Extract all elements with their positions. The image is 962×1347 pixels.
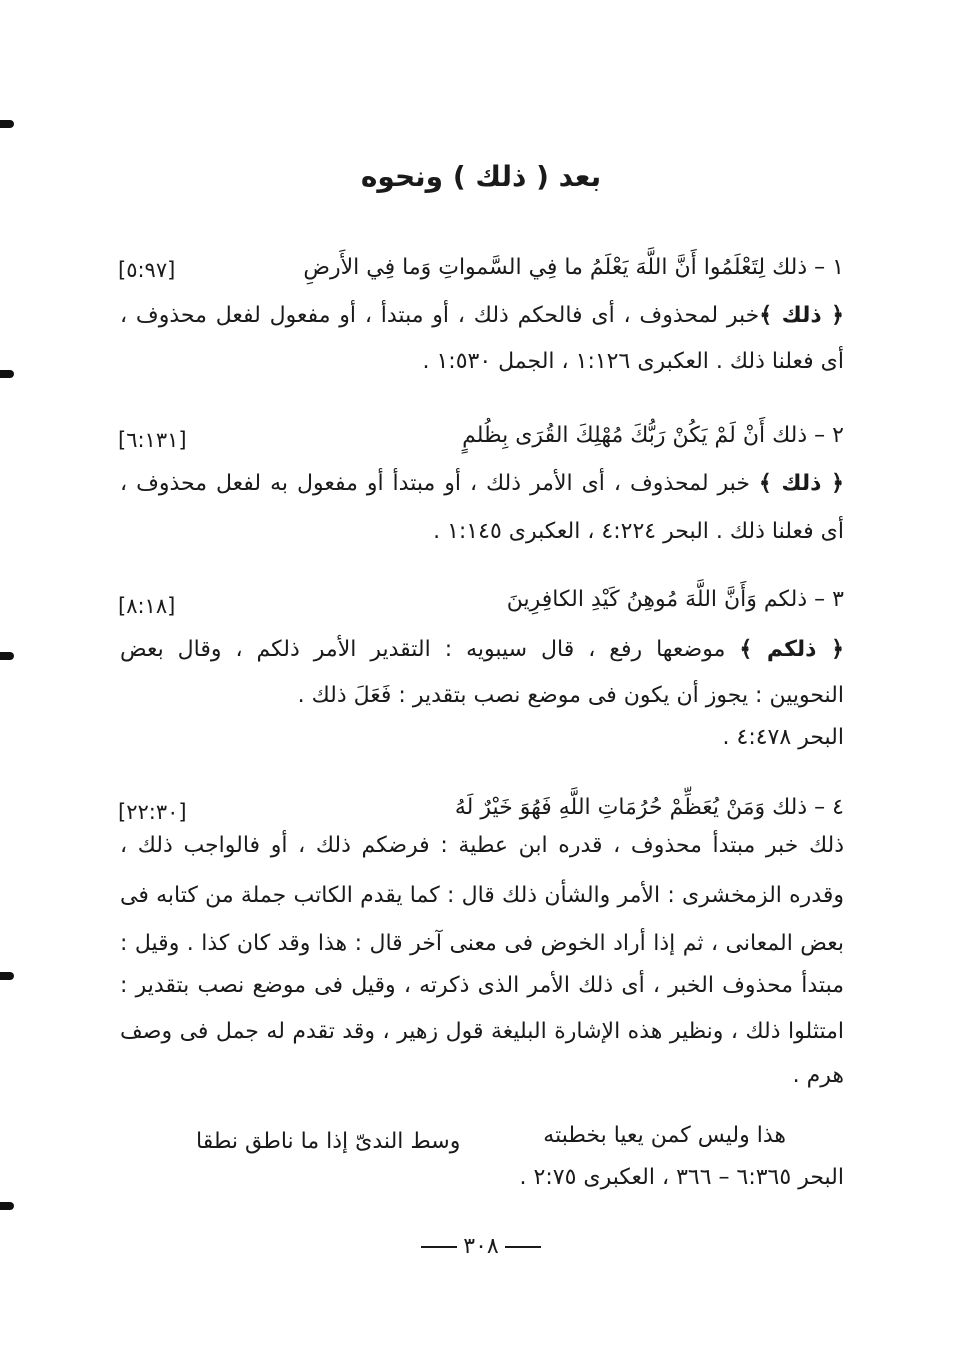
margin-mark bbox=[0, 652, 14, 660]
poem-second-hemistich: وسط الندىّ إذا ما ناطق نطقا bbox=[196, 1129, 461, 1154]
headword: ﴿ ذلك ﴾ bbox=[759, 303, 844, 328]
verse-ref-2: [٦:١٣١] bbox=[118, 428, 187, 452]
commentary-4-line-1: ذلك خبر مبتدأ محذوف ، قدره ابن عطية : فرضكم ذلك ، أو فالواجب ذلك ، bbox=[120, 833, 844, 858]
final-reference-line: البحر ٦:٣٦٥ – ٣٦٦ ، العكبرى ٢:٧٥ . bbox=[519, 1165, 844, 1190]
page-number-text: ٣٠٨ bbox=[463, 1234, 499, 1259]
commentary-2-line-1: ﴿ ذلك ﴾ خبر لمحذوف ، أى الأمر ذلك ، أو مبتدأ أو مفعول به لفعل محذوف ، bbox=[120, 471, 844, 496]
headword: ﴿ ذلك ﴾ bbox=[758, 471, 844, 496]
poem-first-hemistich: هذا وليس كمن يعيا بخطبته bbox=[543, 1123, 786, 1148]
page-number-dash-left bbox=[421, 1246, 457, 1248]
headword: ﴿ ذلكم ﴾ bbox=[739, 637, 844, 662]
margin-mark bbox=[0, 972, 14, 980]
page-number bbox=[0, 1234, 962, 1259]
commentary-3-line-2: النحويين : يجوز أن يكون فى موضع نصب بتقدير : فَعَلَ ذلك . bbox=[297, 683, 844, 708]
commentary-3-line-3: البحر ٤:٤٧٨ . bbox=[722, 725, 844, 750]
commentary-4-line-4: مبتدأ محذوف الخبر ، أى ذلك الأمر الذى ذكرته ، وقيل فى موضع نصب بتقدير : bbox=[120, 973, 844, 998]
margin-mark bbox=[0, 1202, 14, 1210]
page-number-dash-right bbox=[505, 1246, 541, 1248]
verse-ref-1: [٥:٩٧] bbox=[118, 258, 176, 282]
commentary-4-line-3: بعض المعانى ، ثم إذا أراد الخوض فى معنى آخر قال : هذا وقد كان كذا . وقيل : bbox=[120, 931, 844, 956]
commentary-4-line-6: هرم . bbox=[792, 1063, 844, 1088]
section-heading: بعد ( ذلك ) ونحوه bbox=[360, 160, 602, 193]
verse-2: ٢ – ذلك أَنْ لَمْ يَكُنْ رَبُّكَ مُهْلِكَ القُرَى بِظُلمٍ bbox=[462, 423, 844, 448]
commentary-1-line-2: أى فعلنا ذلك . العكبرى ١:١٢٦ ، الجمل ١:٥٣٠ . bbox=[422, 349, 844, 374]
verse-3: ٣ – ذلكم وَأَنَّ اللَّهَ مُوهِنُ كَيْدِ الكافِرِينَ bbox=[506, 587, 844, 612]
verse-1: ١ – ذلك لِتَعْلَمُوا أَنَّ اللَّهَ يَعْلَمُ ما فِي السَّمواتِ وَما فِي الأَرضِ bbox=[303, 255, 844, 280]
margin-mark bbox=[0, 120, 14, 128]
commentary-1-line-1: ﴿ ذلك ﴾خبر لمحذوف ، أى فالحكم ذلك ، أو مبتدأ ، أو مفعول لفعل محذوف ، bbox=[120, 303, 844, 328]
commentary-4-line-5: امتثلوا ذلك ، ونظير هذه الإشارة البليغة قول زهير ، وقد تقدم له جمل فى وصف bbox=[120, 1019, 844, 1044]
commentary-2-line-2: أى فعلنا ذلك . البحر ٤:٢٢٤ ، العكبرى ١:١٤٥ . bbox=[433, 519, 844, 544]
commentary-3-line-1: ﴿ ذلكم ﴾ موضعها رفع ، قال سيبويه : التقدير الأمر ذلكم ، وقال بعض bbox=[120, 637, 844, 662]
commentary-4-line-2: وقدره الزمخشرى : الأمر والشأن ذلك قال : كما يقدم الكاتب جملة من كتابه فى bbox=[120, 883, 844, 908]
verse-4: ٤ – ذلك وَمَنْ يُعَظِّمْ حُرُمَاتِ اللَّهِ فَهُوَ خَيْرٌ لَهُ bbox=[454, 795, 844, 820]
margin-mark bbox=[0, 370, 14, 378]
verse-ref-4: [٢٢:٣٠] bbox=[118, 800, 187, 824]
verse-ref-3: [٨:١٨] bbox=[118, 594, 176, 618]
